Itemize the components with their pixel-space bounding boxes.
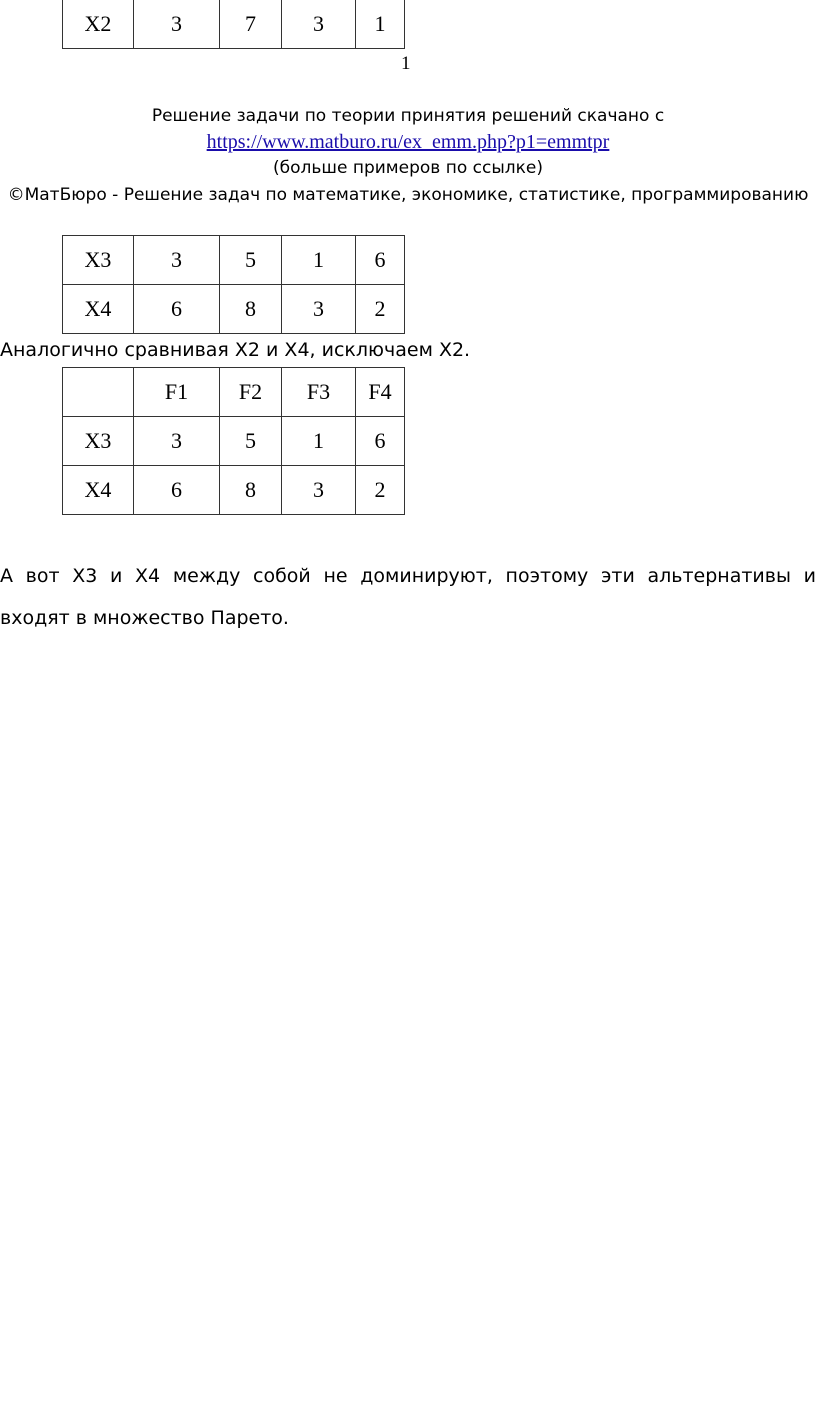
table-cell: 1 xyxy=(282,236,356,285)
table-row xyxy=(63,0,405,49)
table-cell: 5 xyxy=(220,417,282,466)
table-cell: 3 xyxy=(282,466,356,515)
table-row xyxy=(63,466,405,515)
table-header-cell: F4 xyxy=(356,368,405,417)
table-cell: 6 xyxy=(356,236,405,285)
table-cell: 3 xyxy=(282,0,356,49)
table-row xyxy=(63,285,405,334)
header-more-examples: (больше примеров по ссылке) xyxy=(273,158,543,178)
table-top xyxy=(62,0,405,49)
table-cell: 5 xyxy=(220,236,282,285)
table-cell: 8 xyxy=(220,466,282,515)
table-cell: X2 xyxy=(63,0,134,49)
paragraph-exclusion: Аналогично сравнивая X2 и X4, исключаем X2. xyxy=(0,339,471,361)
table-cell: X3 xyxy=(63,236,134,285)
table-cell: 3 xyxy=(282,285,356,334)
table-cell: X4 xyxy=(63,466,134,515)
table-header-cell: F3 xyxy=(282,368,356,417)
table-cell: 1 xyxy=(356,0,405,49)
paragraph-conclusion xyxy=(0,555,816,639)
table-row xyxy=(63,417,405,466)
table-cell: 2 xyxy=(356,466,405,515)
table-cell: 6 xyxy=(134,466,220,515)
table-cell: 3 xyxy=(134,236,220,285)
page-number: 1 xyxy=(401,53,411,74)
table-header-row xyxy=(63,368,405,417)
header-source-text: Решение задачи по теории принятия решений скачано с xyxy=(151,106,665,126)
table-row xyxy=(63,236,405,285)
table-cell: 8 xyxy=(220,285,282,334)
table-cell: 1 xyxy=(282,417,356,466)
table-cell: 3 xyxy=(134,0,220,49)
download-header xyxy=(0,103,816,181)
table-header-cell: F1 xyxy=(134,368,220,417)
conclusion-line-1: А вот X3 и X4 между собой не доминируют, поэтому эти альтернативы и xyxy=(0,565,816,587)
header-link[interactable]: https://www.matburo.ru/ex_emm.php?p1=emmtpr xyxy=(206,131,610,153)
table-cell: 6 xyxy=(134,285,220,334)
table-cell: X4 xyxy=(63,285,134,334)
table-cell: 7 xyxy=(220,0,282,49)
table-cell: 6 xyxy=(356,417,405,466)
conclusion-line-2: входят в множество Парето. xyxy=(0,607,289,629)
copyright-line: ©МатБюро - Решение задач по математике, экономике, статистике, программированию xyxy=(7,185,809,205)
table-final xyxy=(62,367,405,515)
table-mid xyxy=(62,235,405,334)
table-header-cell xyxy=(63,368,134,417)
table-header-cell: F2 xyxy=(220,368,282,417)
table-cell: 2 xyxy=(356,285,405,334)
table-cell: X3 xyxy=(63,417,134,466)
table-cell: 3 xyxy=(134,417,220,466)
